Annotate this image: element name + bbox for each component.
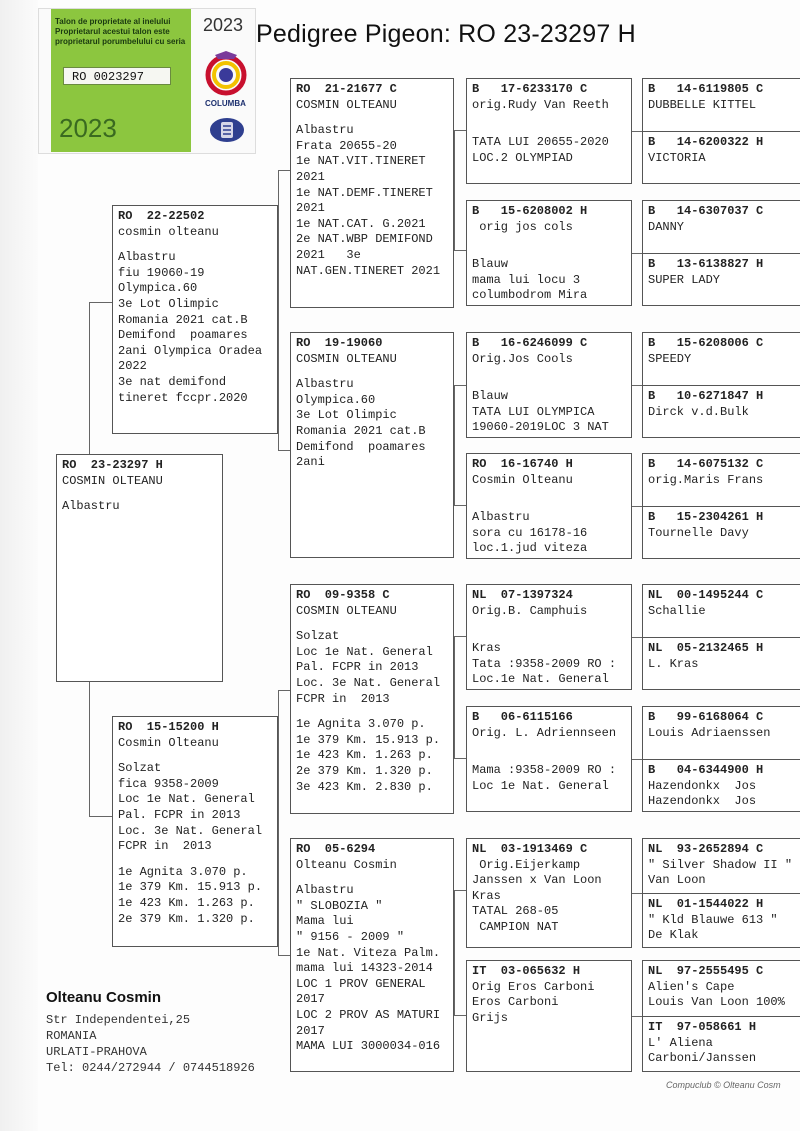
grandparent-detail-line: 1e NAT.CAT. G.2021 [296,216,426,231]
ancestor-detail-line: Dirck v.d.Bulk [648,404,749,419]
great-grandparent-ring: NL 07-1397324 [472,588,573,602]
grandparent-detail-line: COSMIN OLTEANU [296,351,397,366]
grandparent-detail-line: " SLOBOZIA " [296,898,383,913]
ancestor-box [642,706,800,760]
ancestor-box [642,253,800,306]
grandparent-detail-line: 3e 423 Km. 2.830 p. [296,779,433,794]
connector [632,1016,642,1017]
sire-detail-line: 3e nat demifond [118,374,227,389]
ancestor-box [642,759,800,812]
grandparent-ring: RO 09-9358 C [296,588,390,602]
great-grandparent-note-line: TATA LUI OLYMPICA [472,404,595,419]
sticker-ring-tag: RO 0023297 [63,67,171,85]
page-title: Pedigree Pigeon: RO 23-23297 H [256,20,636,48]
great-grandparent-origin-line: orig.Rudy Van Reeth [472,97,609,112]
great-grandparent-ring: NL 03-1913469 C [472,842,588,856]
grandparent-detail-line: Mama lui [296,914,354,929]
great-grandparent-box [466,960,632,1072]
great-grandparent-box [466,332,632,438]
owner-city: URLATI-PRAHOVA [46,1045,147,1059]
ancestor-detail-line: Tournelle Davy [648,525,749,540]
connector [278,170,279,450]
ancestor-ring: NL 93-2652894 C [648,842,764,856]
ring-ownership-sticker [38,8,256,154]
ancestor-detail-line: orig.Maris Frans [648,472,764,487]
grandparent-detail-line [296,113,448,123]
connector [632,385,642,386]
grandparent-detail-line: 1e NAT.DEMF.TINERET [296,185,433,200]
grandparent-detail-line: Frata 20655-20 [296,138,397,153]
connector [454,385,455,505]
connector [278,450,290,451]
pigeon-detail-line [62,489,217,499]
grandparent-ring: RO 21-21677 C [296,82,397,96]
ancestor-detail-line: L' Aliena [648,1035,713,1050]
ancestor-detail-line: Carboni/Janssen [648,1051,757,1066]
connector [454,250,466,251]
connector [454,130,466,131]
connector [632,131,642,132]
grandparent-detail-line: 1e NAT.VIT.TINERET [296,154,426,169]
ancestor-ring: B 14-6119805 C [648,82,764,96]
connector [632,759,642,760]
ancestor-ring: B 10-6271847 H [648,389,764,403]
ancestor-box [642,1016,800,1072]
great-grandparent-note-line: sora cu 16178-16 [472,525,588,540]
grandparent-detail-line: 1e Nat. Viteza Palm. [296,945,441,960]
sticker-logo-name: COLUMBA [205,99,246,108]
grandparent-detail-line: Albastru [296,883,354,898]
connector [278,690,279,955]
grandparent-detail-line: Albastru [296,377,354,392]
grandparent-detail-line: Demifond poamares [296,439,426,454]
owner-name: Olteanu Cosmin [46,989,162,1006]
ancestor-box [642,584,800,638]
grandparent-ring: RO 19-19060 [296,336,383,350]
connector [454,505,466,506]
ancestor-detail-line: DANNY [648,219,685,234]
grandparent-detail-line: 2017 [296,1023,325,1038]
sire-detail-line: Demifond poamares [118,328,248,343]
grandparent-detail-line: 2e NAT.WBP DEMIFOND [296,232,433,247]
great-grandparent-ring: B 06-6115166 [472,710,573,724]
ancestor-ring: IT 97-058661 H [648,1020,757,1034]
sire-detail-line: tineret fccpr.2020 [118,390,248,405]
grandparent-detail-line: " 9156 - 2009 " [296,929,405,944]
federation-emblem-icon [209,117,245,148]
grandparent-detail-line: COSMIN OLTEANU [296,603,397,618]
great-grandparent-ring: B 15-6208002 H [472,204,588,218]
dam-details [118,736,272,928]
great-grandparent-ring: IT 03-065632 H [472,964,581,978]
sire-detail-line: Romania 2021 cat.B [118,312,248,327]
great-grandparent-box [466,78,632,184]
dam-box [112,716,278,947]
sticker-line-1: Talon de proprietate al inelului [55,17,171,26]
connector [454,890,466,891]
ancestor-box [642,838,800,894]
grandparent-detail-line: 2021 3e [296,247,361,262]
grandparent-detail-line: mama lui 14323-2014 [296,961,433,976]
dam-detail-line: Cosmin Olteanu [118,735,219,750]
connector [454,385,466,386]
grandparent-detail-line: 3e Lot Olimpic [296,408,397,423]
dam-ring: RO 15-15200 H [118,720,219,734]
ancestor-ring: B 99-6168064 C [648,710,764,724]
grandparent-detail-line [296,707,448,717]
sire-detail-line: cosmin olteanu [118,224,219,239]
ancestor-ring: NL 00-1495244 C [648,588,764,602]
great-grandparent-note-line: Albastru [472,510,530,525]
grandparent-detail-line: 2e 379 Km. 1.320 p. [296,763,433,778]
footer-credit: Compuclub © Olteanu Cosm [666,1080,781,1090]
connector [454,130,455,250]
sire-details [118,225,272,407]
dam-detail-line: FCPR in 2013 [118,839,212,854]
connector [454,758,466,759]
ancestor-ring: NL 05-2132465 H [648,641,764,655]
ancestor-ring: NL 01-1544022 H [648,897,764,911]
grandparent-detail-line: 2021 [296,201,325,216]
great-grandparent-origin-line: Orig. L. Adriennseen [472,725,617,740]
sire-box [112,205,278,434]
grandparent-detail-line: LOC 2 PROV AS MATURI [296,1007,441,1022]
grandparent-detail-line: Pal. FCPR in 2013 [296,660,419,675]
connector [454,636,455,758]
great-grandparent-note-line: 19060-2019LOC 3 NAT [472,420,609,435]
great-grandparent-note-line: columbodrom Mira [472,288,588,303]
connector [454,890,455,1015]
ancestor-box [642,453,800,507]
grandparent-detail-line: Solzat [296,629,340,644]
ancestor-ring: B 04-6344900 H [648,763,764,777]
grandparent-box [290,838,454,1072]
dam-detail-line: Loc 1e Nat. General [118,792,255,807]
ancestor-ring: B 14-6075132 C [648,457,764,471]
dam-detail-line: 1e 379 Km. 15.913 p. [118,880,263,895]
ancestor-detail-line: SPEEDY [648,351,692,366]
great-grandparent-origin-line: Cosmin Olteanu [472,472,573,487]
connector [454,1015,466,1016]
grandparent-box [290,332,454,558]
pigeon-detail-line: COSMIN OLTEANU [62,473,163,488]
dam-detail-line: 1e 423 Km. 1.263 p. [118,895,255,910]
sticker-text [55,17,185,47]
great-grandparent-note-line: TATA LUI 20655-2020 [472,135,609,150]
grandparent-detail-line: FCPR in 2013 [296,691,390,706]
great-grandparent-origin-line: Orig Eros Carboni [472,979,595,994]
connector [89,302,90,454]
columba-logo-icon [201,49,251,102]
pigeon-detail-line: Albastru [62,499,120,514]
great-grandparent-note-line: Mama :9358-2009 RO : [472,763,617,778]
great-grandparent-box [466,706,632,812]
sire-detail-line: 3e Lot Olimpic [118,296,219,311]
ancestor-detail-line: " Silver Shadow II " [648,857,793,872]
sire-detail-line: 2ani Olympica Oradea [118,343,263,358]
dam-detail-line: Pal. FCPR in 2013 [118,807,241,822]
sire-ring: RO 22-22502 [118,209,205,223]
ancestor-detail-line: L. Kras [648,656,699,671]
ancestor-detail-line: Van Loon [648,873,706,888]
sire-detail-line: fiu 19060-19 [118,265,205,280]
dam-detail-line: 2e 379 Km. 1.320 p. [118,911,255,926]
pigeon-details [62,474,217,515]
great-grandparent-note-line: Loc 1e Nat. General [472,778,609,793]
ancestor-detail-line: " Kld Blauwe 613 " [648,912,778,927]
dam-detail-line: fica 9358-2009 [118,776,219,791]
ancestor-detail-line: VICTORIA [648,150,706,165]
ancestor-box [642,637,800,690]
great-grandparent-box [466,200,632,306]
ancestor-detail-line: DUBBELLE KITTEL [648,97,757,112]
ancestor-box [642,960,800,1017]
spacer [472,488,626,510]
grandparent-detail-line: Loc 1e Nat. General [296,644,433,659]
sticker-line-2: Proprietarul acestui talon este [55,27,170,36]
grandparent-detail-line: 1e 379 Km. 15.913 p. [296,732,441,747]
grandparent-detail-line: 2021 [296,169,325,184]
owner-phone: Tel: 0244/272944 / 0744518926 [46,1061,255,1075]
great-grandparent-origin-line: TATAL 268-05 [472,904,559,919]
great-grandparent-ring: B 16-6246099 C [472,336,588,350]
grandparent-detail-line: Albastru [296,123,354,138]
grandparent-detail-line: 2ani [296,455,325,470]
owner-street: Str Independentei,25 [46,1013,191,1027]
spacer [472,113,626,135]
sticker-line-3: proprietarul porumbelului cu seria [55,37,186,46]
ancestor-ring: B 15-6208006 C [648,336,764,350]
ancestor-detail-line: De Klak [648,928,699,943]
great-grandparent-origin-line: orig jos cols [472,219,573,234]
ancestor-box [642,385,800,438]
dam-detail-line [118,751,272,761]
connector [632,506,642,507]
owner-block [46,990,255,1076]
grandparent-detail-line: 1e 423 Km. 1.263 p. [296,748,433,763]
great-grandparent-ring: RO 16-16740 H [472,457,573,471]
great-grandparent-box [466,584,632,690]
connector [278,170,290,171]
great-grandparent-note-line: Kras [472,641,501,656]
dam-detail-line: 1e Agnita 3.070 p. [118,864,248,879]
grandparent-detail-line: LOC 1 PROV GENERAL [296,976,426,991]
connector [278,690,290,691]
pigeon-box [56,454,223,682]
sire-detail-line [118,240,272,250]
great-grandparent-box [466,453,632,559]
connector [89,682,90,816]
grandparent-detail-line: Loc. 3e Nat. General [296,675,441,690]
great-grandparent-note-line: mama lui locu 3 [472,272,581,287]
connector [632,893,642,894]
great-grandparent-origin-line: Grijs [472,1010,509,1025]
grandparent-detail-line: Olteanu Cosmin [296,857,397,872]
great-grandparent-note-line: LOC.2 OLYMPIAD [472,150,573,165]
dam-detail-line: Loc. 3e Nat. General [118,823,263,838]
great-grandparent-box [466,838,632,948]
ancestor-detail-line: Hazendonkx Jos [648,794,757,809]
great-grandparent-origin-line: Orig.Jos Cools [472,351,573,366]
grandparent-detail-line: 1e Agnita 3.070 p. [296,717,426,732]
great-grandparent-ring: B 17-6233170 C [472,82,588,96]
ancestor-ring: B 13-6138827 H [648,257,764,271]
spacer [472,619,626,641]
great-grandparent-note-line: Loc.1e Nat. General [472,672,609,687]
great-grandparent-origin-line: Orig.Eijerkamp [472,857,581,872]
connector [278,955,290,956]
ancestor-box [642,893,800,948]
grandparent-detail-line [296,873,448,883]
dam-detail-line [118,855,272,865]
grandparent-detail-line [296,367,448,377]
connector [632,637,642,638]
spacer [472,367,626,389]
ancestor-box [642,78,800,132]
ancestor-ring: B 15-2304261 H [648,510,764,524]
sire-detail-line: Olympica.60 [118,281,198,296]
ancestor-box [642,332,800,386]
grandparent-box [290,78,454,308]
owner-country: ROMANIA [46,1029,97,1043]
ancestor-detail-line: Schallie [648,603,706,618]
ancestor-detail-line: Alien's Cape [648,979,735,994]
great-grandparent-note-line: Blauw [472,389,509,404]
grandparent-detail-line: Olympica.60 [296,392,376,407]
grandparent-ring: RO 05-6294 [296,842,376,856]
great-grandparent-note-line: loc.1.jud viteza [472,541,588,556]
great-grandparent-note-line: Tata :9358-2009 RO : [472,656,617,671]
ancestor-box [642,506,800,559]
ancestor-detail-line: Louis Adriaenssen [648,725,771,740]
ancestor-detail-line: Hazendonkx Jos [648,778,757,793]
grandparent-detail-line [296,619,448,629]
grandparent-detail-line: COSMIN OLTEANU [296,97,397,112]
ancestor-ring: NL 97-2555495 C [648,964,764,978]
ancestor-ring: B 14-6200322 H [648,135,764,149]
pigeon-ring: RO 23-23297 H [62,458,163,472]
grandparent-detail-line: NAT.GEN.TINERET 2021 [296,263,441,278]
ancestor-box [642,131,800,184]
great-grandparent-origin-line: Kras [472,888,501,903]
ancestor-detail-line: SUPER LADY [648,272,721,287]
great-grandparent-origin-line: Janssen x Van Loon [472,873,602,888]
grandparent-box [290,584,454,814]
spacer [472,741,626,763]
ancestor-box [642,200,800,254]
scan-edge [0,0,38,1131]
dam-detail-line: Solzat [118,761,162,776]
sticker-year-green: 2023 [59,113,117,143]
grandparent-detail-line: 2017 [296,992,325,1007]
great-grandparent-origin-line: Eros Carboni [472,995,559,1010]
great-grandparent-note-line: Blauw [472,257,509,272]
sticker-year-white: 2023 [203,15,244,35]
great-grandparent-origin-line: CAMPION NAT [472,919,559,934]
sire-detail-line: 2022 [118,359,147,374]
connector [632,253,642,254]
ancestor-ring: B 14-6307037 C [648,204,764,218]
sire-detail-line: Albastru [118,250,176,265]
connector [454,636,466,637]
ancestor-detail-line: Louis Van Loon 100% [648,995,785,1010]
spacer [472,235,626,257]
great-grandparent-origin-line: Orig.B. Camphuis [472,603,588,618]
grandparent-detail-line: Romania 2021 cat.B [296,423,426,438]
grandparent-detail-line: MAMA LUI 3000034-016 [296,1039,441,1054]
